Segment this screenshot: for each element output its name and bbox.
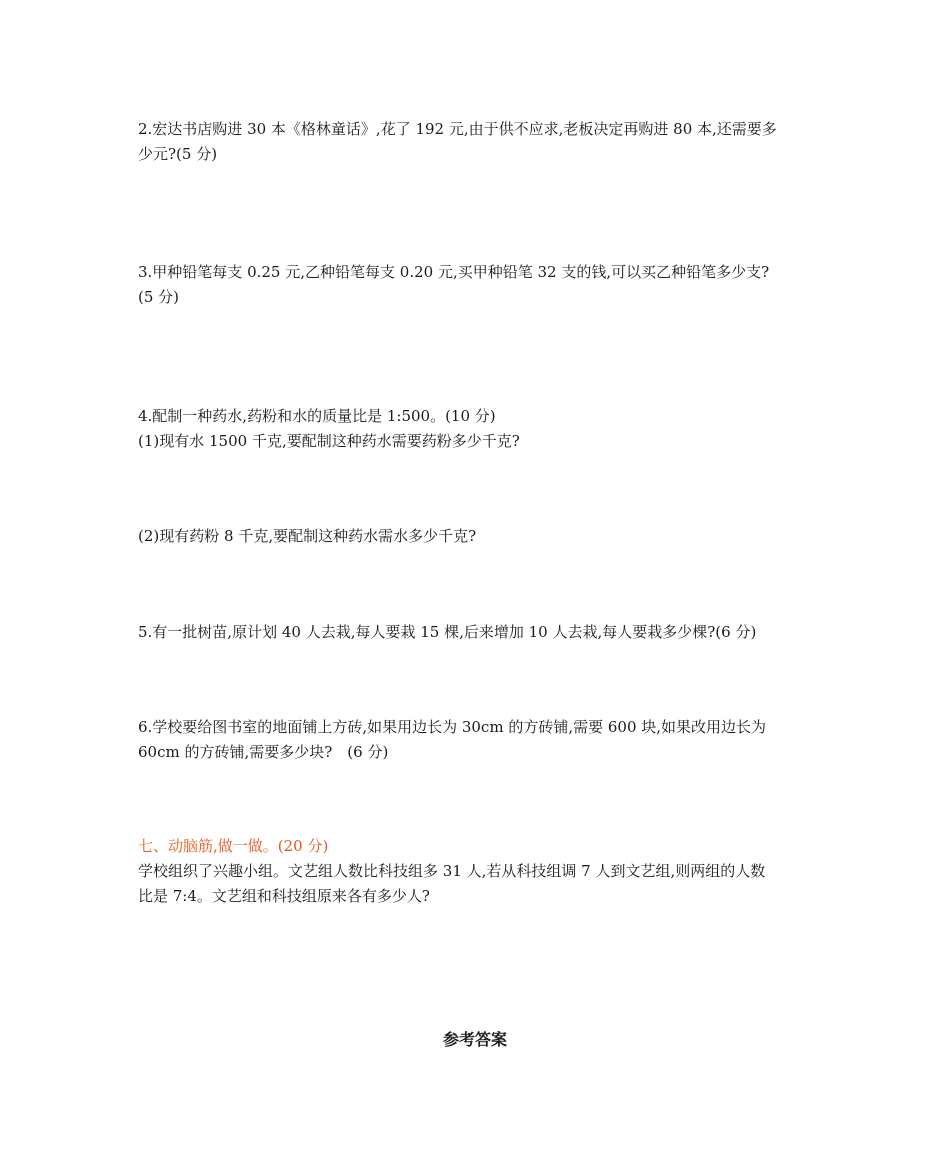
problem-4 — [138, 404, 814, 454]
problem-3-line-1: 3.甲种铅笔每支 0.25 元,乙种铅笔每支 0.20 元,买甲种铅笔 32 支的钱,可以买乙种铅笔多少支? — [138, 263, 770, 281]
section-7 — [138, 834, 814, 909]
section-7-line-2: 比是 7:4。文艺组和科技组原来各有多少人? — [138, 887, 430, 905]
problem-4-line-1: 4.配制一种药水,药粉和水的质量比是 1:500。(10 分) — [138, 407, 496, 425]
problem-5 — [138, 620, 814, 645]
section-7-heading: 七、动脑筋,做一做。(20 分) — [138, 837, 329, 855]
problem-3 — [138, 260, 814, 310]
problem-6 — [138, 715, 814, 765]
problem-4-part-2 — [138, 524, 814, 549]
problem-3-line-2: (5 分) — [138, 288, 180, 306]
problem-5-line-1: 5.有一批树苗,原计划 40 人去栽,每人要栽 15 棵,后来增加 10 人去栽,每人要栽多少棵?(6 分) — [138, 623, 757, 641]
problem-2 — [138, 117, 814, 167]
answer-title: 参考答案 — [442, 1030, 507, 1049]
section-7-line-1: 学校组织了兴趣小组。文艺组人数比科技组多 31 人,若从科技组调 7 人到文艺组,则两组的人数 — [138, 862, 766, 880]
problem-6-line-2: 60cm 的方砖铺,需要多少块? (6 分) — [138, 743, 389, 761]
problem-6-line-1: 6.学校要给图书室的地面铺上方砖,如果用边长为 30cm 的方砖铺,需要 600 块,如果改用边长为 — [138, 718, 767, 736]
problem-2-line-2: 少元?(5 分) — [138, 145, 218, 163]
problem-4-sub-2: (2)现有药粉 8 千克,要配制这种药水需水多少千克? — [138, 527, 477, 545]
problem-4-sub-1: (1)现有水 1500 千克,要配制这种药水需要药粉多少千克? — [138, 432, 520, 450]
problem-2-line-1: 2.宏达书店购进 30 本《格林童话》,花了 192 元,由于供不应求,老板决定再购进 80 本,还需要多 — [138, 120, 777, 138]
